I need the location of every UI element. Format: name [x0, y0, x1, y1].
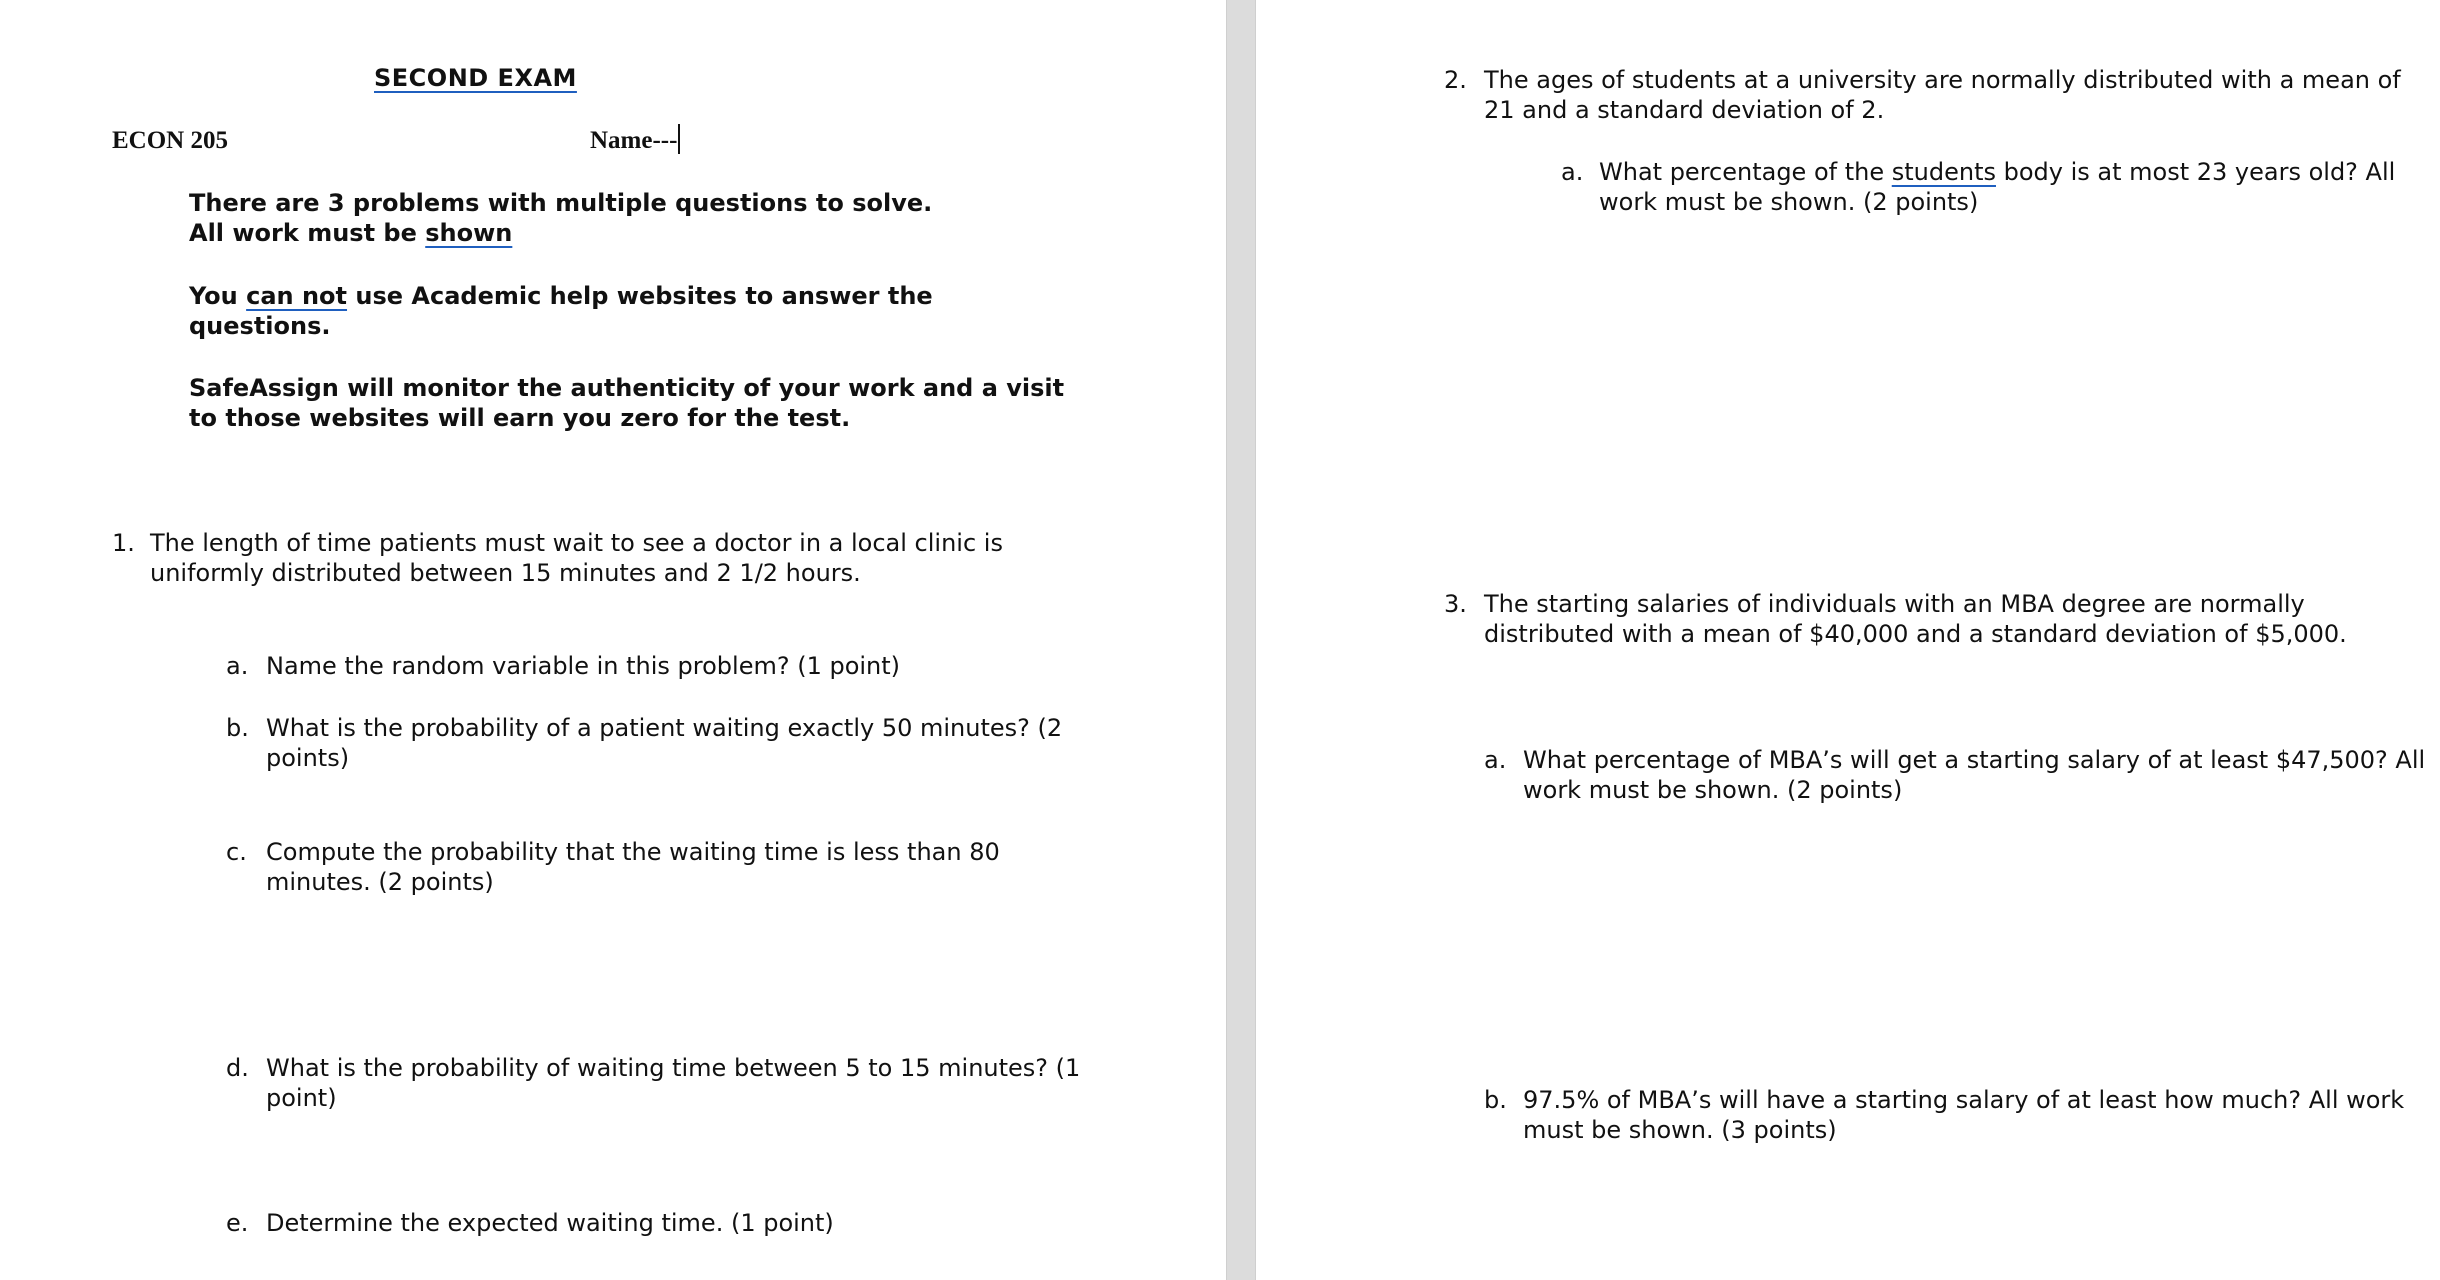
problem-1c-line-2: minutes. (2 points): [266, 868, 494, 896]
problem-1b-label: b.: [226, 714, 249, 742]
question-text: What percentage of the: [1599, 158, 1892, 186]
instruction-line-2: [189, 218, 512, 248]
right-page: [1256, 0, 2440, 1280]
spellcheck-word-shown[interactable]: shown: [425, 219, 513, 247]
instruction-line-1: There are 3 problems with multiple questions to solve.: [189, 189, 933, 217]
problem-1-number: 1.: [112, 529, 135, 557]
problem-1a-label: a.: [226, 652, 249, 680]
problem-1d-line-1: What is the probability of waiting time between 5 to 15 minutes? (1: [266, 1054, 1081, 1082]
instruction-text: All work must be: [189, 219, 426, 247]
problem-3a-label: a.: [1484, 746, 1507, 774]
problem-3-number: 3.: [1444, 590, 1467, 618]
course-code: ECON 205: [112, 127, 228, 154]
spellcheck-word-students[interactable]: students: [1891, 158, 1996, 186]
problem-3-line-1: The starting salaries of individuals with an MBA degree are normally: [1484, 590, 2305, 618]
problem-2-line-1: The ages of students at a university are normally distributed with a mean of: [1484, 66, 2401, 94]
instruction-line-4: questions.: [189, 312, 331, 340]
problem-3b-line-1: 97.5% of MBA’s will have a starting salary of at least how much? All work: [1523, 1086, 2405, 1114]
problem-2-line-2: 21 and a standard deviation of 2.: [1484, 96, 1885, 124]
problem-2a-line-2: work must be shown. (2 points): [1599, 188, 1979, 216]
problem-1-line-1: The length of time patients must wait to see a doctor in a local clinic is: [150, 529, 1003, 557]
problem-3b-line-2: must be shown. (3 points): [1523, 1116, 1837, 1144]
page-gutter: [1226, 0, 1256, 1280]
problem-2a-label: a.: [1561, 158, 1584, 186]
instruction-line-5: SafeAssign will monitor the authenticity of your work and a visit: [189, 374, 1065, 402]
instruction-line-6: to those websites will earn you zero for the test.: [189, 404, 851, 432]
problem-1d-line-2: point): [266, 1084, 337, 1112]
problem-1d-label: d.: [226, 1054, 249, 1082]
problem-2-number: 2.: [1444, 66, 1467, 94]
problem-1e-label: e.: [226, 1209, 249, 1237]
instruction-text: use Academic help websites to answer the: [347, 282, 933, 310]
problem-3b-label: b.: [1484, 1086, 1507, 1114]
problem-1-line-2: uniformly distributed between 15 minutes and 2 1/2 hours.: [150, 559, 861, 587]
problem-3a-line-1: What percentage of MBA’s will get a starting salary of at least $47,500? All: [1523, 746, 2426, 774]
problem-1b-line-1: What is the probability of a patient waiting exactly 50 minutes? (2: [266, 714, 1063, 742]
problem-2a-line-1: [1599, 157, 2395, 187]
problem-1b-line-2: points): [266, 744, 350, 772]
problem-1c-label: c.: [226, 838, 247, 866]
problem-1a-text: Name the random variable in this problem? (1 point): [266, 652, 901, 680]
problem-3a-line-2: work must be shown. (2 points): [1523, 776, 1903, 804]
text-cursor: [678, 124, 680, 154]
problem-1c-line-1: Compute the probability that the waiting time is less than 80: [266, 838, 1000, 866]
problem-1e-text: Determine the expected waiting time. (1 point): [266, 1209, 834, 1237]
exam-title: SECOND EXAM: [374, 64, 577, 92]
instruction-line-3: [189, 281, 933, 311]
instruction-text: You: [189, 282, 247, 310]
problem-3-line-2: distributed with a mean of $40,000 and a standard deviation of $5,000.: [1484, 620, 2347, 648]
name-label: Name---: [590, 127, 678, 154]
spellcheck-word-can-not[interactable]: can not: [246, 282, 348, 310]
question-text: body is at most 23 years old? All: [1995, 158, 2396, 186]
